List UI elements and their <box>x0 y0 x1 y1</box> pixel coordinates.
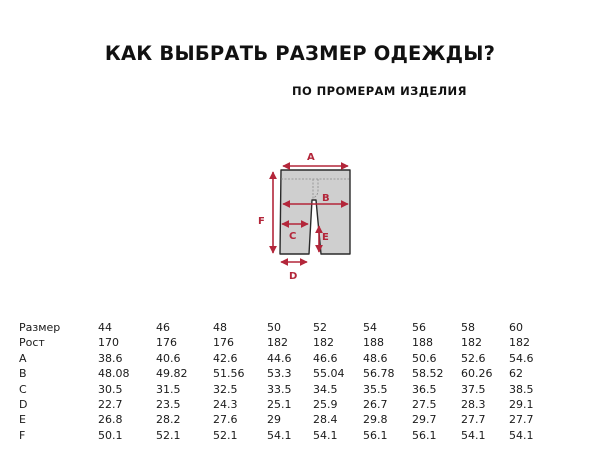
table-cell: 25.1 <box>267 398 292 412</box>
table-row <box>19 382 549 397</box>
table-cell: 50 <box>267 321 281 334</box>
table-cell: 182 <box>267 336 288 350</box>
table-cell: 42.6 <box>213 351 238 365</box>
table-cell: 28.3 <box>461 398 486 412</box>
table-cell: 170 <box>98 336 119 350</box>
table-cell: 56.1 <box>363 428 388 442</box>
label-d: D <box>289 271 298 282</box>
table-cell: 54.1 <box>313 428 338 442</box>
table-row <box>19 351 549 366</box>
table-cell: 27.7 <box>461 413 486 427</box>
page-title: КАК ВЫБРАТЬ РАЗМЕР ОДЕЖДЫ? <box>104 42 496 65</box>
table-cell: 30.5 <box>98 382 123 396</box>
table-cell: 50.1 <box>98 428 123 442</box>
table-cell: 182 <box>461 336 482 350</box>
table-cell: 52 <box>313 321 327 334</box>
table-cell: 188 <box>363 336 384 350</box>
table-cell: 176 <box>213 336 234 350</box>
table-cell: 54.1 <box>267 428 292 442</box>
table-cell: 38.5 <box>509 382 534 396</box>
row-label: D <box>19 398 28 412</box>
table-cell: 23.5 <box>156 398 181 412</box>
table-cell: 188 <box>412 336 433 350</box>
table-cell: 52.6 <box>461 351 486 365</box>
table-cell: 22.7 <box>98 398 123 412</box>
table-cell: 46.6 <box>313 351 338 365</box>
table-cell: 44.6 <box>267 351 292 365</box>
table-cell: 49.82 <box>156 367 188 381</box>
table-cell: 34.5 <box>313 382 338 396</box>
table-cell: 46 <box>156 321 170 334</box>
table-cell: 56.78 <box>363 367 395 381</box>
table-cell: 182 <box>313 336 334 350</box>
table-cell: 48.08 <box>98 367 130 381</box>
table-cell: 29.7 <box>412 413 437 427</box>
table-cell: 50.6 <box>412 351 437 365</box>
table-cell: 29 <box>267 413 281 427</box>
table-cell: 29.8 <box>363 413 388 427</box>
label-b: B <box>322 193 330 204</box>
table-cell: 54.1 <box>461 428 486 442</box>
table-cell: 52.1 <box>156 428 181 442</box>
table-cell: 58.52 <box>412 367 444 381</box>
table-cell: 54.1 <box>509 428 534 442</box>
row-label: B <box>19 367 27 381</box>
table-cell: 62 <box>509 367 523 381</box>
table-cell: 26.7 <box>363 398 388 412</box>
table-cell: 27.7 <box>509 413 534 427</box>
table-cell: 54.6 <box>509 351 534 365</box>
table-cell: 27.5 <box>412 398 437 412</box>
table-cell: 38.6 <box>98 351 123 365</box>
table-cell: 25.9 <box>313 398 338 412</box>
table-cell: 28.4 <box>313 413 338 427</box>
table-cell: 56.1 <box>412 428 437 442</box>
table-row <box>19 397 549 412</box>
table-cell: 60 <box>509 321 523 334</box>
table-cell: 51.56 <box>213 367 245 381</box>
table-row <box>19 428 549 443</box>
table-cell: 182 <box>509 336 530 350</box>
table-cell: 48 <box>213 321 227 334</box>
label-f: F <box>258 216 265 227</box>
table-cell: 56 <box>412 321 426 334</box>
table-row <box>19 412 549 427</box>
table-cell: 58 <box>461 321 475 334</box>
size-table <box>19 320 549 443</box>
page-subtitle: ПО ПРОМЕРАМ ИЗДЕЛИЯ <box>292 84 467 98</box>
label-e: E <box>322 232 329 243</box>
table-cell: 60.26 <box>461 367 493 381</box>
table-cell: 54 <box>363 321 377 334</box>
table-cell: 176 <box>156 336 177 350</box>
table-row <box>19 335 549 350</box>
table-cell: 29.1 <box>509 398 534 412</box>
table-cell: 35.5 <box>363 382 388 396</box>
table-cell: 33.5 <box>267 382 292 396</box>
table-cell: 36.5 <box>412 382 437 396</box>
row-label: F <box>19 428 26 442</box>
table-cell: 48.6 <box>363 351 388 365</box>
row-label: Размер <box>19 321 61 334</box>
row-label: Рост <box>19 336 45 350</box>
table-cell: 52.1 <box>213 428 238 442</box>
row-label: E <box>19 413 26 427</box>
table-cell: 24.3 <box>213 398 238 412</box>
table-cell: 40.6 <box>156 351 181 365</box>
label-c: C <box>289 231 297 242</box>
table-cell: 26.8 <box>98 413 123 427</box>
row-label: C <box>19 382 27 396</box>
table-row <box>19 320 549 335</box>
label-a: A <box>307 152 315 163</box>
row-label: A <box>19 351 27 365</box>
table-cell: 55.04 <box>313 367 345 381</box>
table-cell: 28.2 <box>156 413 181 427</box>
table-cell: 27.6 <box>213 413 238 427</box>
table-cell: 44 <box>98 321 112 334</box>
table-cell: 53.3 <box>267 367 292 381</box>
table-cell: 31.5 <box>156 382 181 396</box>
table-cell: 32.5 <box>213 382 238 396</box>
shorts-diagram <box>252 146 362 286</box>
table-cell: 37.5 <box>461 382 486 396</box>
table-row <box>19 366 549 381</box>
